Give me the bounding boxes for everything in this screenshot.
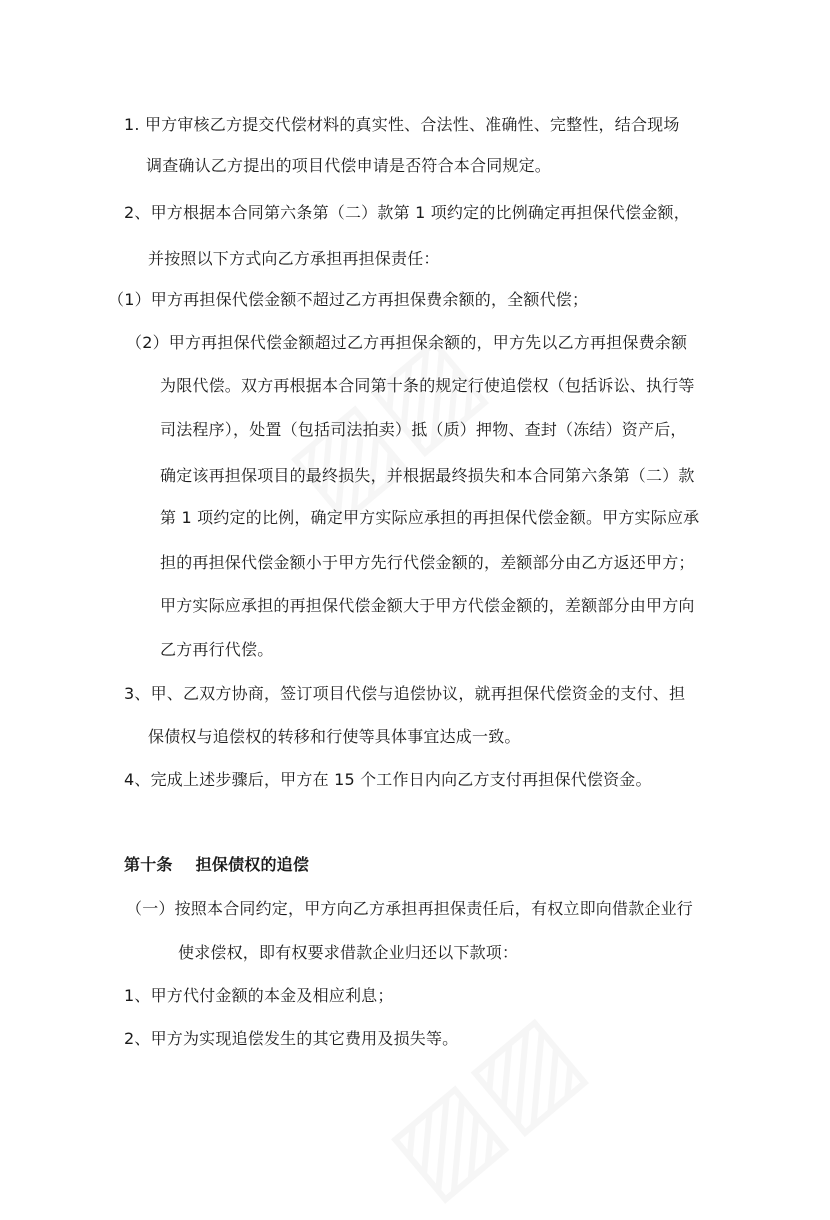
recovery-item-1: 1、甲方代付金额的本金及相应利息；: [124, 986, 394, 1005]
clause-2-line-1: 2、甲方根据本合同第六条第（二）款第 1 项约定的比例确定再担保代偿金额，: [124, 203, 690, 222]
sub-item-2-line-5: 第 1 项约定的比例，确定甲方实际应承担的再担保代偿金额。甲方实际应承: [160, 508, 700, 527]
clause-3-line-2: 保债权与追偿权的转移和行使等具体事宜达成一致。: [148, 727, 521, 746]
sub-item-2-line-6: 担的再担保代偿金额小于甲方先行代偿金额的，差额部分由乙方返还甲方；: [160, 553, 695, 572]
clause-2-line-2: 并按照以下方式向乙方承担再担保责任：: [148, 249, 440, 268]
clause-1-line-1: 1. 甲方审核乙方提交代偿材料的真实性、合法性、准确性、完整性，结合现场: [124, 115, 680, 134]
sub-item-2-line-8: 乙方再行代偿。: [160, 640, 274, 659]
sub-item-2-line-1: （2）甲方再担保代偿金额超过乙方再担保余额的，甲方先以乙方再担保费余额: [126, 333, 688, 352]
sub-item-2-line-3: 司法程序），处置（包括司法拍卖）抵（质）押物、查封（冻结）资产后，: [160, 420, 687, 439]
clause-1-line-2: 调查确认乙方提出的项目代偿申请是否符合本合同规定。: [146, 156, 552, 175]
article-10-heading: 第十条 担保债权的追偿: [124, 855, 310, 874]
article-10-item-1-line-2: 使求偿权，即有权要求借款企业归还以下款项：: [178, 943, 519, 962]
clause-4: 4、完成上述步骤后，甲方在 15 个工作日内向乙方支付再担保代偿资金。: [124, 770, 652, 789]
recovery-item-2: 2、甲方为实现追偿发生的其它费用及损失等。: [124, 1029, 459, 1048]
article-10-item-1-line-1: （一）按照本合同约定，甲方向乙方承担再担保责任后，有权立即向借款企业行: [126, 899, 694, 918]
clause-3-line-1: 3、甲、乙双方协商，签订项目代偿与追偿协议，就再担保代偿资金的支付、担: [124, 684, 686, 703]
watermark: [363, 988, 605, 1220]
sub-item-2-line-7: 甲方实际应承担的再担保代偿金额大于甲方代偿金额的，差额部分由甲方向: [160, 596, 695, 615]
sub-item-1: （1）甲方再担保代偿金额不超过乙方再担保费余额的，全额代偿；: [108, 290, 589, 309]
sub-item-2-line-2: 为限代偿。双方再根据本合同第十条的规定行使追偿权（包括诉讼、执行等: [160, 376, 695, 395]
sub-item-2-line-4: 确定该再担保项目的最终损失，并根据最终损失和本合同第六条第（二）款: [160, 466, 695, 485]
